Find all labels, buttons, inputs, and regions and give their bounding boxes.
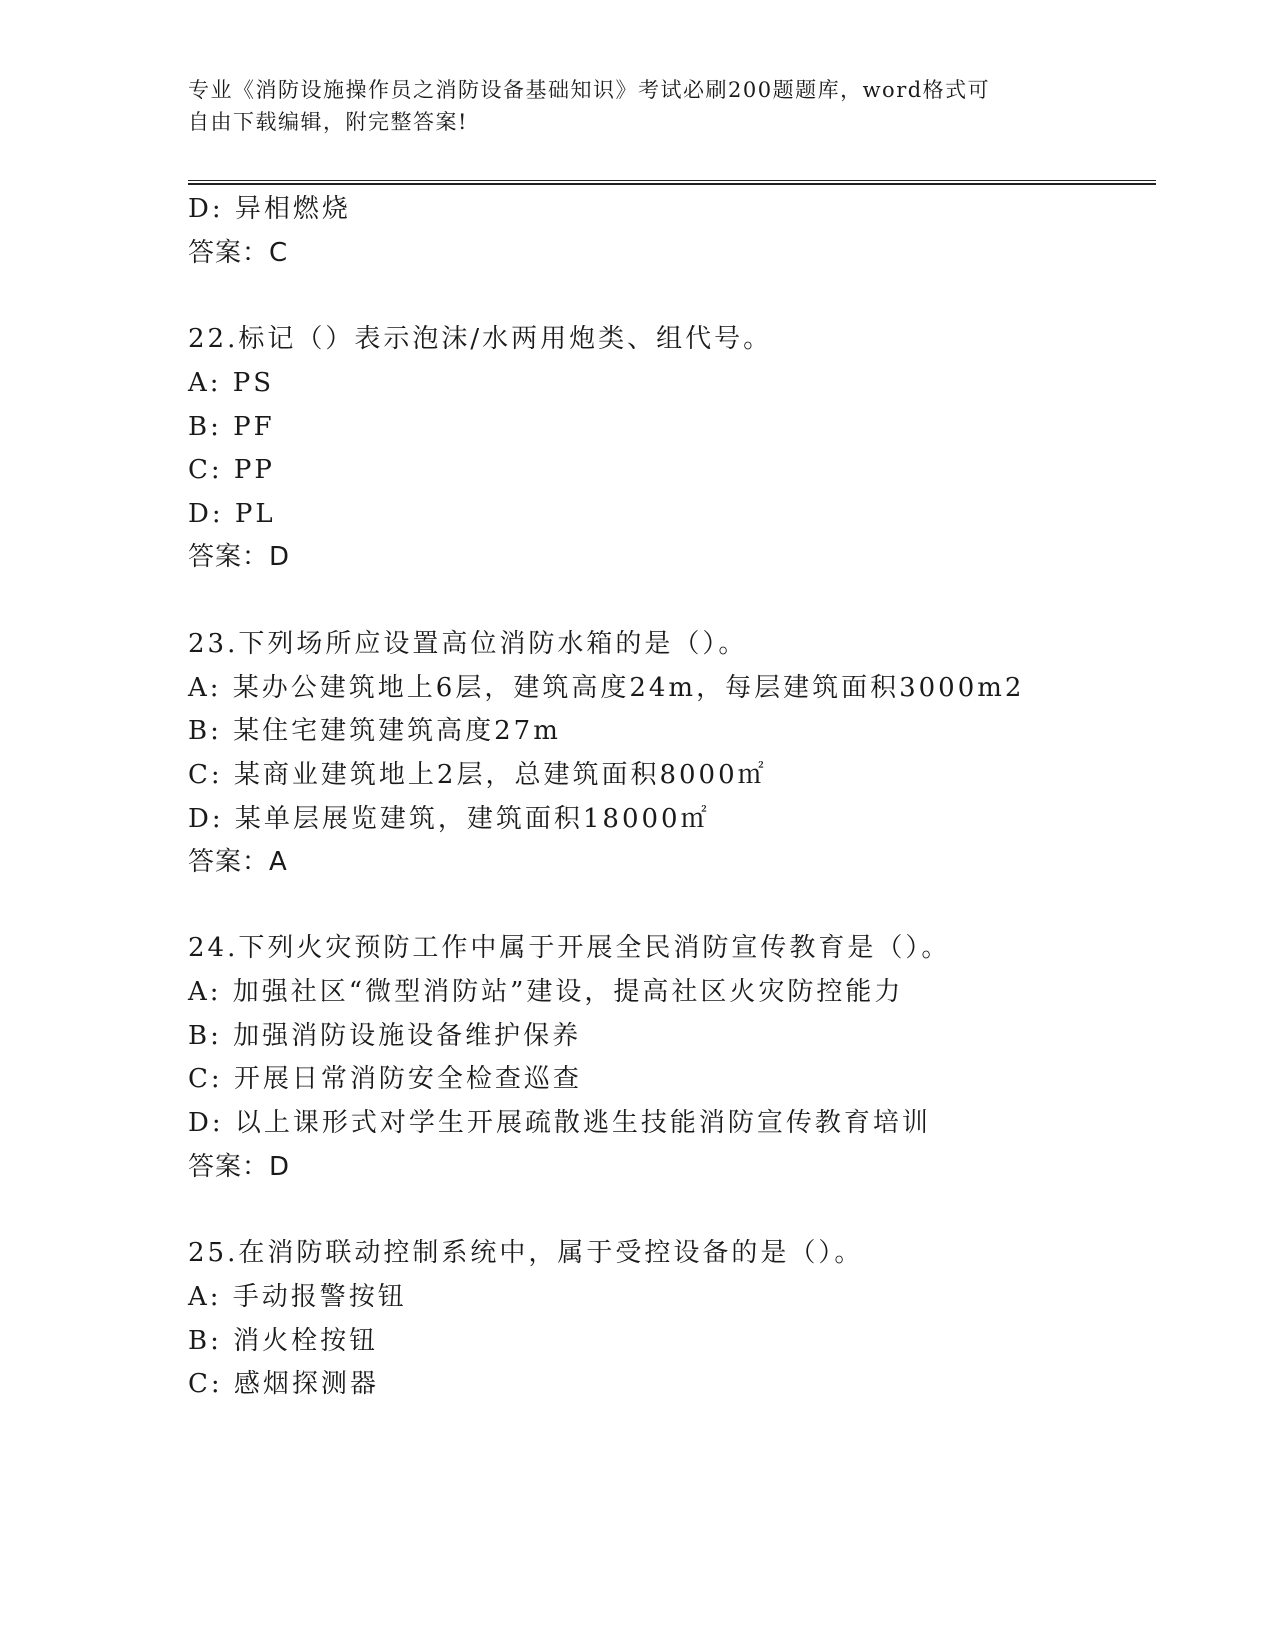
- q21-answer: 答案：C: [188, 238, 289, 268]
- q23-option-b: B: 某住宅建筑建筑高度27m: [188, 716, 561, 746]
- q23-option-d: D: 某单层展览建筑，建筑面积18000㎡: [188, 804, 710, 834]
- q22-option-c: C: PP: [188, 455, 275, 485]
- header-line-2: 自由下载编辑，附完整答案!: [188, 110, 468, 134]
- page-header: [188, 74, 1088, 138]
- q22-option-b: B: PF: [188, 412, 275, 442]
- header-divider: [188, 180, 1156, 185]
- q23-question: 23.下列场所应设置高位消防水箱的是（）。: [188, 629, 748, 659]
- q24-option-b: B: 加强消防设施设备维护保养: [188, 1021, 582, 1051]
- q22-option-d: D: PL: [188, 499, 276, 529]
- q24-question: 24.下列火灾预防工作中属于开展全民消防宣传教育是（）。: [188, 933, 951, 963]
- q24-option-d: D: 以上课形式对学生开展疏散逃生技能消防宣传教育培训: [188, 1108, 931, 1138]
- q25-question: 25.在消防联动控制系统中，属于受控设备的是（）。: [188, 1238, 864, 1268]
- q22-option-a: A: PS: [188, 368, 275, 398]
- q25-option-c: C: 感烟探测器: [188, 1369, 379, 1399]
- q24-answer: 答案：D: [188, 1152, 291, 1182]
- header-line-1: 专业《消防设施操作员之消防设备基础知识》考试必刷200题题库，word格式可: [188, 78, 991, 102]
- q25-option-b: B: 消火栓按钮: [188, 1326, 379, 1356]
- q23-option-a: A: 某办公建筑地上6层，建筑高度24m，每层建筑面积3000m2: [188, 673, 1025, 703]
- q23-answer: 答案：A: [188, 847, 288, 877]
- q22-question: 22.标记（）表示泡沫/水两用炮类、组代号。: [188, 324, 773, 354]
- q24-option-a: A: 加强社区“微型消防站”建设，提高社区火灾防控能力: [188, 977, 904, 1007]
- q25-option-a: A: 手动报警按钮: [188, 1282, 407, 1312]
- q24-option-c: C: 开展日常消防安全检查巡查: [188, 1064, 582, 1094]
- q21-option-d: D: 异相燃烧: [188, 194, 351, 224]
- q22-answer: 答案：D: [188, 542, 291, 572]
- q23-option-c: C: 某商业建筑地上2层，总建筑面积8000㎡: [188, 760, 767, 790]
